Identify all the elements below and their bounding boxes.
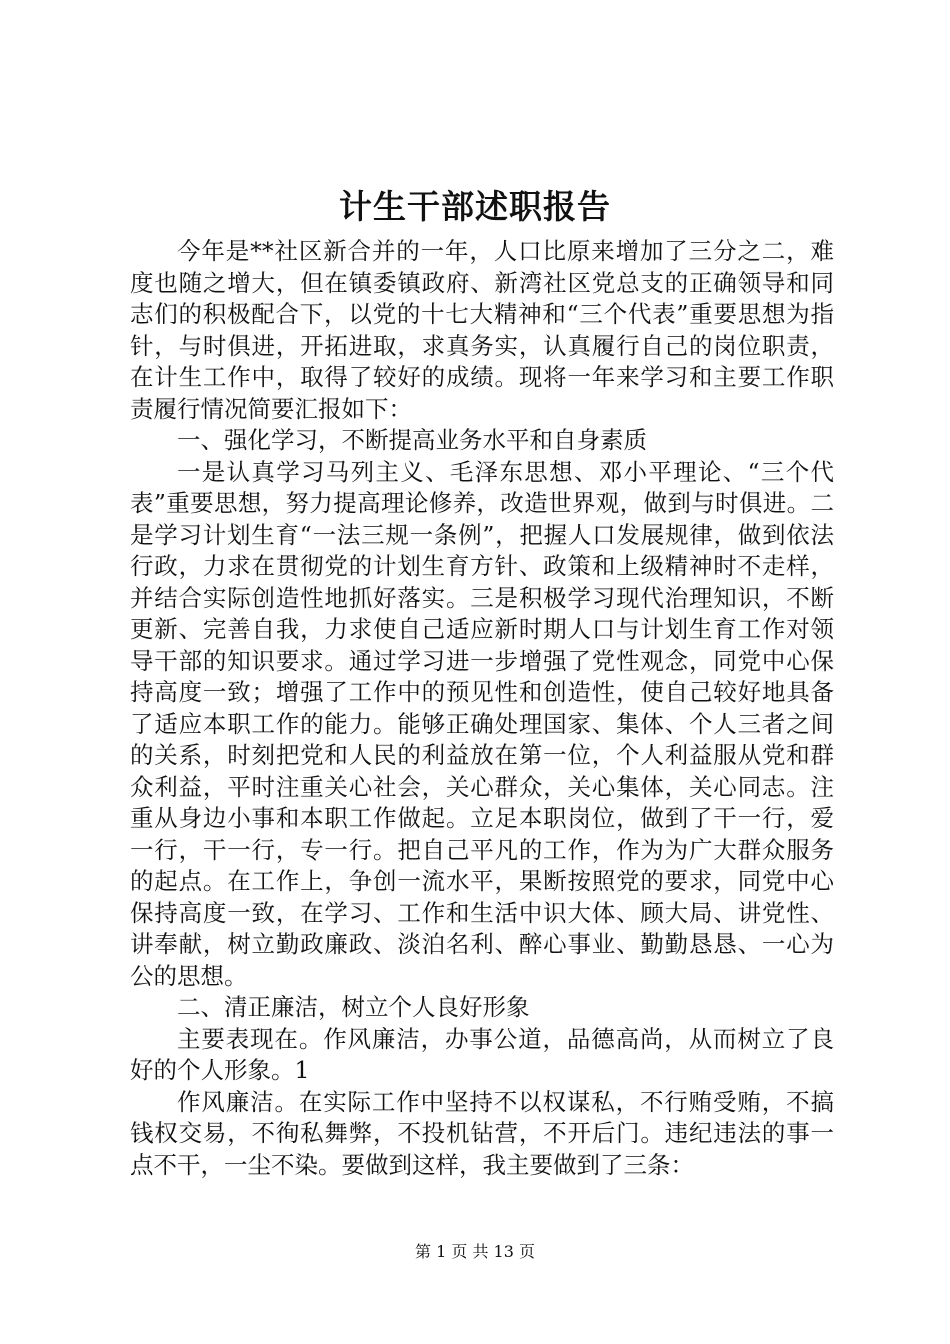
section-heading-1: 一、强化学习，不断提高业务水平和自身素质	[177, 426, 647, 454]
paragraph-intro: 今年是**社区新合并的一年，人口比原来增加了三分之二，难度也随之增大，但在镇委镇政府、新湾社区党总支的正确领导和同志们的积极配合下，以党的十七大精神和“三个代表”重要思想为指针，与时俱进，开拓进取，求真务实，认真履行自己的岗位职责，在计生工作中，取得了较好的成绩。现将一年来学习和主要工作职责履行情况简要汇报如下：	[130, 237, 834, 423]
paragraph-study: 一是认真学习马列主义、毛泽东思想、邓小平理论、“三个代表”重要思想，努力提高理论修养，改造世界观，做到与时俱进。二是学习计划生育“一法三规一条例”，把握人口发展规律，做到依法行政，力求在贯彻党的计划生育方针、政策和上级精神时不走样，并结合实际创造性地抓好落实。三是积极学习现代治理知识，不断更新、完善自我，力求使自己适应新时期人口与计划生育工作对领导干部的知识要求。通过学习进一步增强了党性观念，同党中心保持高度一致；增强了工作中的预见性和创造性，使自己较好地具备了适应本职工作的能力。能够正确处理国家、集体、个人三者之间的关系，时刻把党和人民的利益放在第一位，个人利益服从党和群众利益，平时注重关心社会，关心群众，关心集体，关心同志。注重从身边小事和本职工作做起。立足本职岗位，做到了干一行，爱一行，干一行，专一行。把自己平凡的工作，作为为广大群众服务的起点。在工作上，争创一流水平，果断按照党的要求，同党中心保持高度一致，在学习、工作和生活中识大体、顾大局、讲党性、讲奉献，树立勤政廉政、淡泊名利、醉心事业、勤勤恳恳、一心为公的思想。	[130, 457, 834, 990]
document-title: 计生干部述职报告	[339, 187, 611, 226]
section-heading-2: 二、清正廉洁，树立个人良好形象	[177, 993, 530, 1021]
document-body	[130, 236, 834, 1181]
page-number: 第 1 页 共 13 页	[415, 1242, 535, 1261]
paragraph-integrity: 作风廉洁。在实际工作中坚持不以权谋私，不行贿受贿，不搞钱权交易，不徇私舞弊，不投机钻营，不开后门。违纪违法的事一点不干，一尘不染。要做到这样，我主要做到了三条：	[130, 1087, 834, 1179]
paragraph-summary: 主要表现在。作风廉洁，办事公道，品德高尚，从而树立了良好的个人形象。1	[130, 1024, 834, 1084]
